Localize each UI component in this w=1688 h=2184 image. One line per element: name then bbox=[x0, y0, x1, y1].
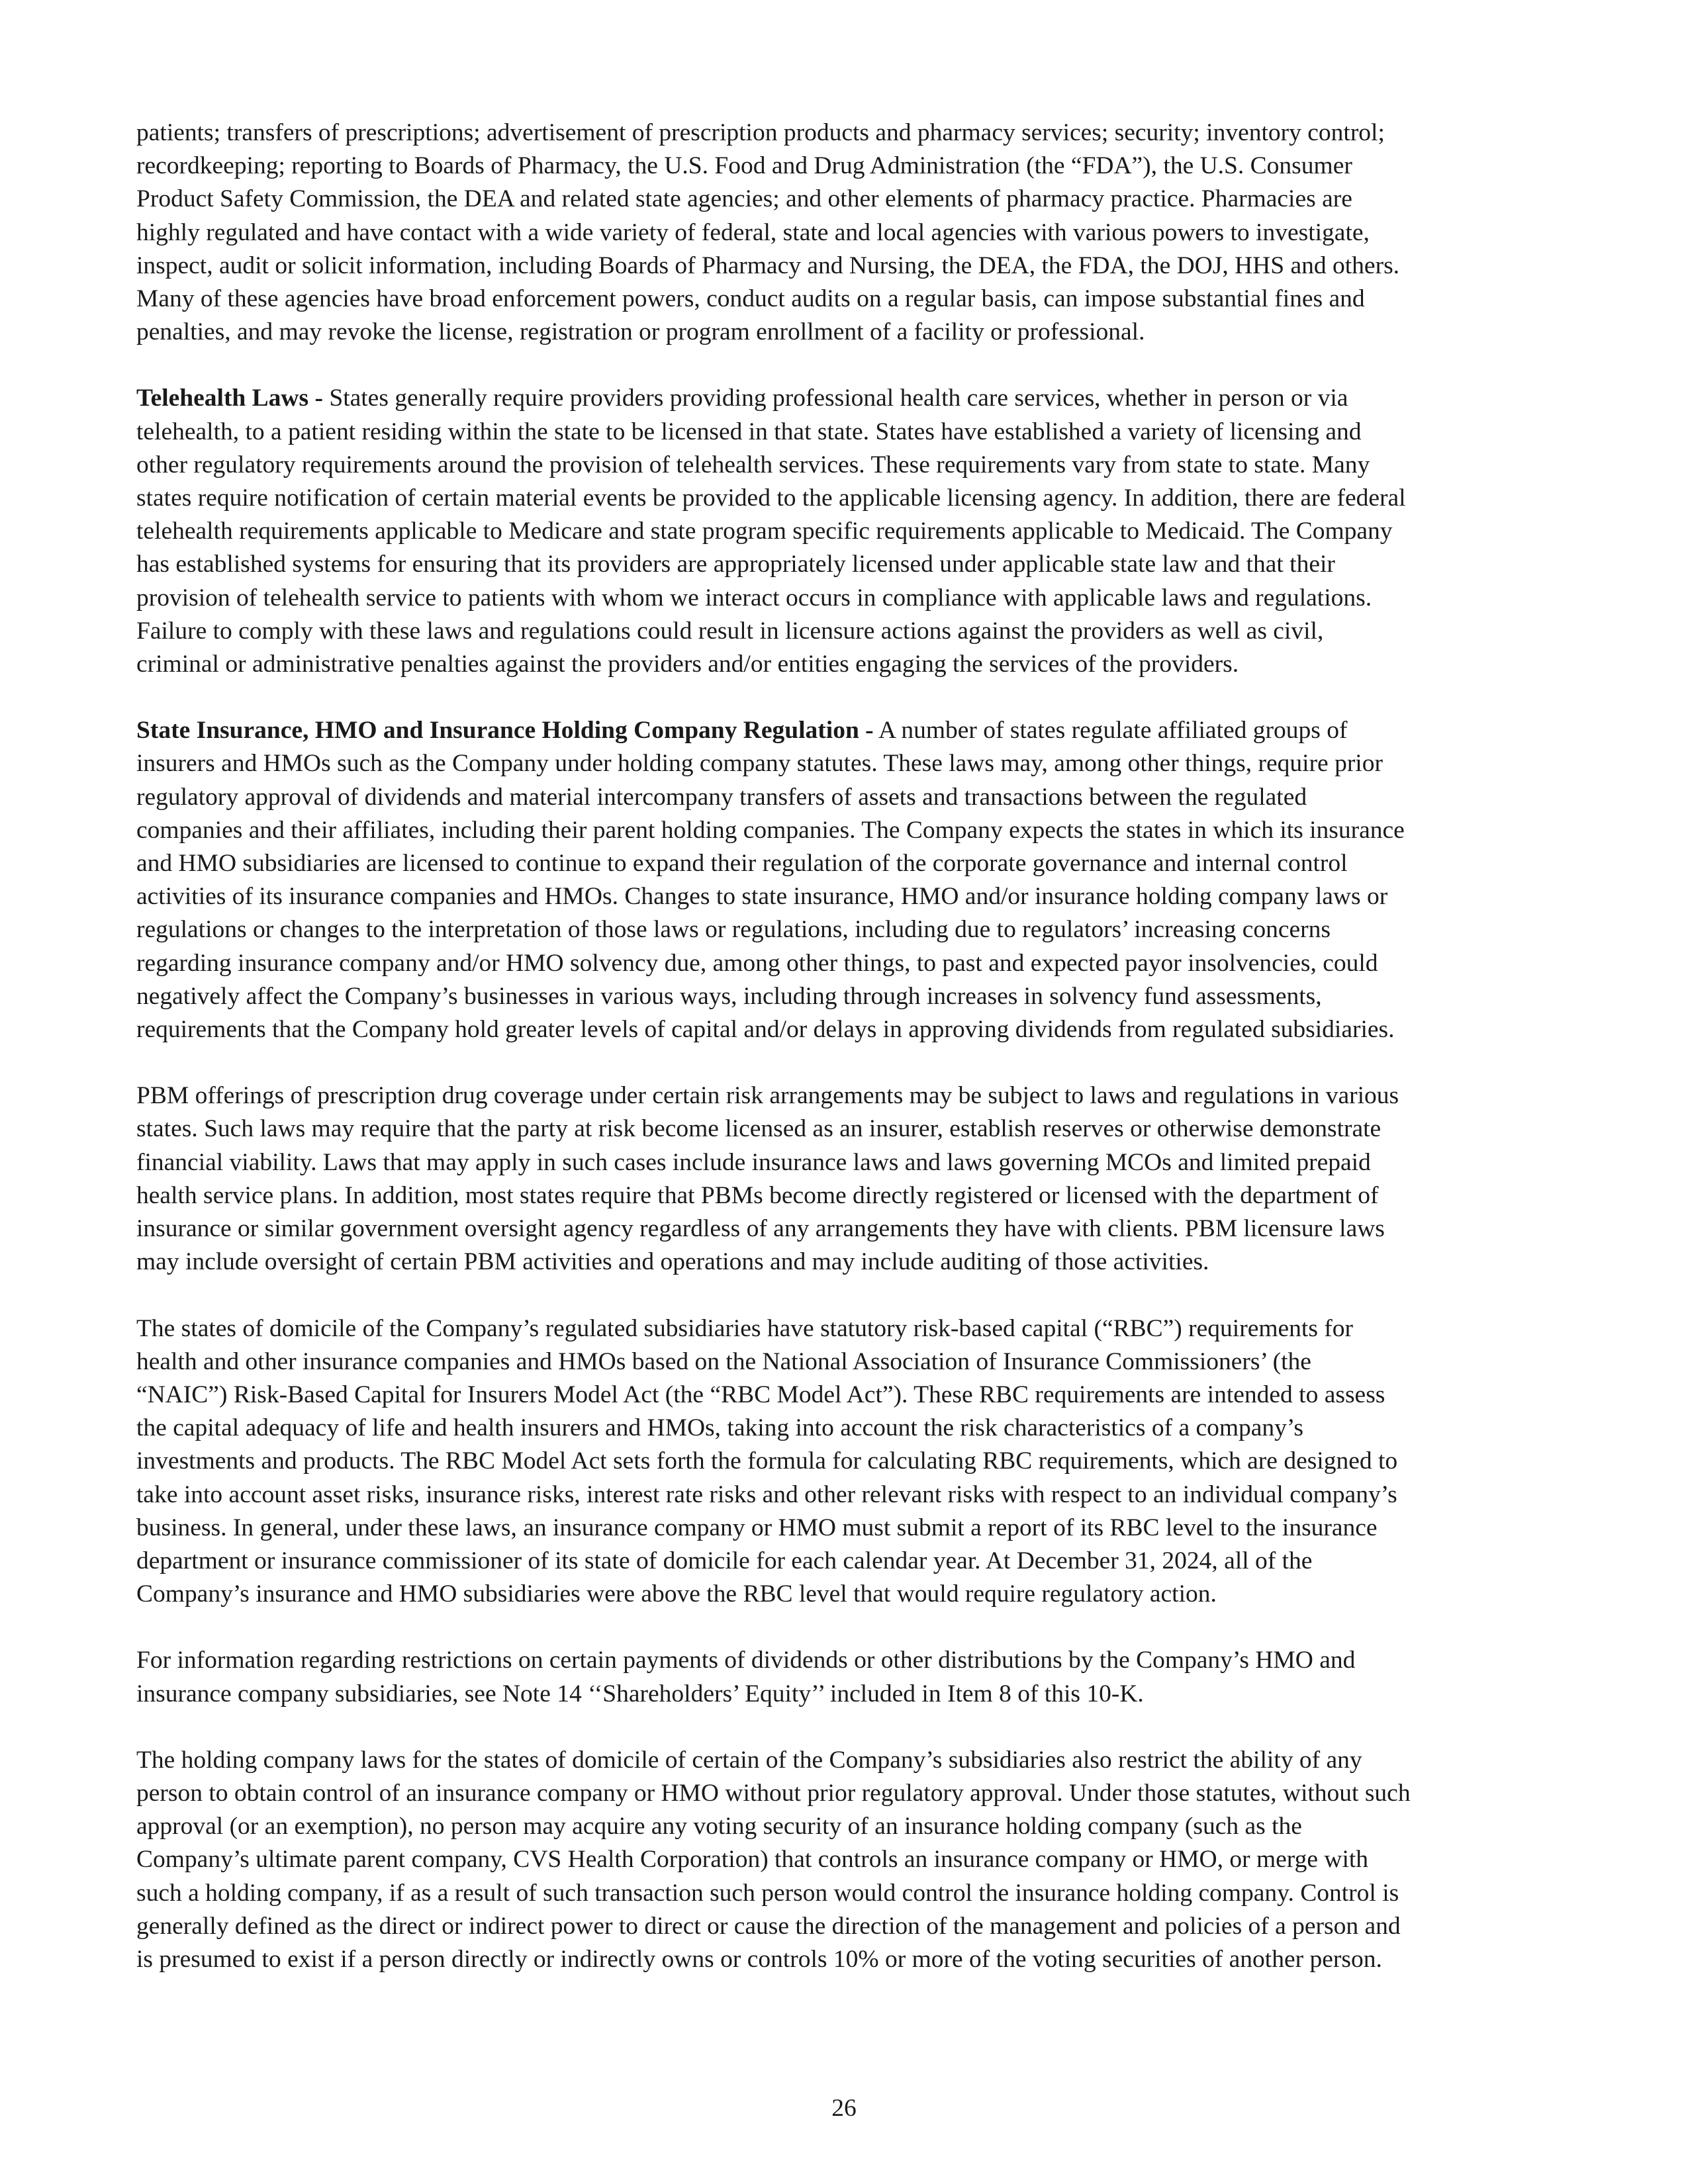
holding-company-laws-paragraph: The holding company laws for the states of domicile of certain of the Company’s subsidiaries also restrict the ability of any person to obtain control of an insurance company or HMO without prior regulatory approval. Under those statutes, without such approval (or an exemption), no person may acquire any voting security of an insurance holding company (such as the Company’s ultimate parent company, CVS Health Corporation) that controls an insurance company or HMO, or merge with such a holding company, if as a result of such transaction such person would control the insurance holding company. Control is generally defined as the direct or indirect power to direct or cause the direction of the management and policies of a person and is presumed to exist if a person directly or indirectly owns or controls 10% or more of the voting securities of another person. bbox=[136, 1746, 1411, 1973]
state-insurance-body: A number of states regulate affiliated groups of insurers and HMOs such as the Company under holding company statutes. These laws may, among other things, require prior regulatory approval of dividends and material intercompany transfers of assets and transactions between the regulated companies and their affiliates, including their parent holding companies. The Company expects the states in which its insurance and HMO subsidiaries are licensed to continue to expand their regulation of the corporate governance and internal control activities of its insurance companies and HMOs. Changes to state insurance, HMO and/or insurance holding company laws or regulations or changes to the interpretation of those laws or regulations, including due to regulators’ increasing concerns regarding insurance company and/or HMO solvency due, among other things, to past and expected payor insolvencies, could negatively affect the Company’s businesses in various ways, including through increases in solvency fund assessments, requirements that the Company hold greater levels of capital and/or delays in approving dividends from regulated subsidiaries. bbox=[136, 717, 1405, 1044]
pbm-offerings-paragraph: PBM offerings of prescription drug coverage under certain risk arrangements may be subject to laws and regulations in various states. Such laws may require that the party at risk become licensed as an insurer, establish reserves or otherwise demonstrate financial viability. Laws that may apply in such cases include insurance laws and laws governing MCOs and limited prepaid health service plans. In addition, most states require that PBMs become directly registered or licensed with the department of insurance or similar government oversight agency regardless of any arrangements they have with clients. PBM licensure laws may include oversight of certain PBM activities and operations and may include auditing of those activities. bbox=[136, 1082, 1399, 1276]
dividend-restrictions-paragraph: For information regarding restrictions on certain payments of dividends or other distributions by the Company’s HMO and insurance company subsidiaries, see Note 14 ‘‘Shareholders’ Equity’’ included in Item 8 of this 10-K. bbox=[136, 1647, 1356, 1707]
pharmacy-regulation-paragraph: patients; transfers of prescriptions; advertisement of prescription products and pharmacy services; security; inventory control; recordkeeping; reporting to Boards of Pharmacy, the U.S. Food and Drug Administration (the “FDA”), the U.S. Consumer Product Safety Commission, the DEA and related state agencies; and other elements of pharmacy practice. Pharmacies are highly regulated and have contact with a wide variety of federal, state and local agencies with various powers to investigate, inspect, audit or solicit information, including Boards of Pharmacy and Nursing, the DEA, the FDA, the DOJ, HHS and others. Many of these agencies have broad enforcement powers, conduct audits on a regular basis, can impose substantial fines and penalties, and may revoke the license, registration or program enrollment of a facility or professional. bbox=[136, 119, 1400, 346]
rbc-requirements-paragraph: The states of domicile of the Company’s regulated subsidiaries have statutory risk-based capital (“RBC”) requirements for health and other insurance companies and HMOs based on the National Association of Insurance Commissioners’ (the “NAIC”) Risk-Based Capital for Insurers Model Act (the “RBC Model Act”). These RBC requirements are intended to assess the capital adequacy of life and health insurers and HMOs, taking into account the risk characteristics of a company’s investments and products. The RBC Model Act sets forth the formula for calculating RBC requirements, which are designed to take into account asset risks, insurance risks, interest rate risks and other relevant risks with respect to an individual company’s business. In general, under these laws, an insurance company or HMO must submit a report of its RBC level to the insurance department or insurance commissioner of its state of domicile for each calendar year. At December 31, 2024, all of the Company’s insurance and HMO subsidiaries were above the RBC level that would require regulatory action. bbox=[136, 1314, 1398, 1608]
telehealth-laws-body: States generally require providers providing professional health care services, whether in person or via telehealth, to a patient residing within the state to be licensed in that state. States have established a variety of licensing and other regulatory requirements around the provision of telehealth services. These requirements vary from state to state. Many states require notification of certain material events be provided to the applicable licensing agency. In addition, there are federal telehealth requirements applicable to Medicare and state program specific requirements applicable to Medicaid. The Company has established systems for ensuring that its providers are appropriately licensed under applicable state law and that their provision of telehealth service to patients with whom we interact occurs in compliance with applicable laws and regulations. Failure to comply with these laws and regulations could result in licensure actions against the providers as well as civil, criminal or administrative penalties against the providers and/or entities engaging the services of the providers. bbox=[136, 385, 1406, 678]
page-number: 26 bbox=[831, 2095, 857, 2122]
document-page bbox=[136, 116, 1560, 2009]
state-insurance-heading: State Insurance, HMO and Insurance Holding Company Regulation - bbox=[136, 717, 874, 745]
state-insurance-paragraph bbox=[136, 714, 1560, 1046]
telehealth-laws-heading: Telehealth Laws - bbox=[136, 385, 323, 412]
telehealth-laws-paragraph bbox=[136, 382, 1560, 681]
